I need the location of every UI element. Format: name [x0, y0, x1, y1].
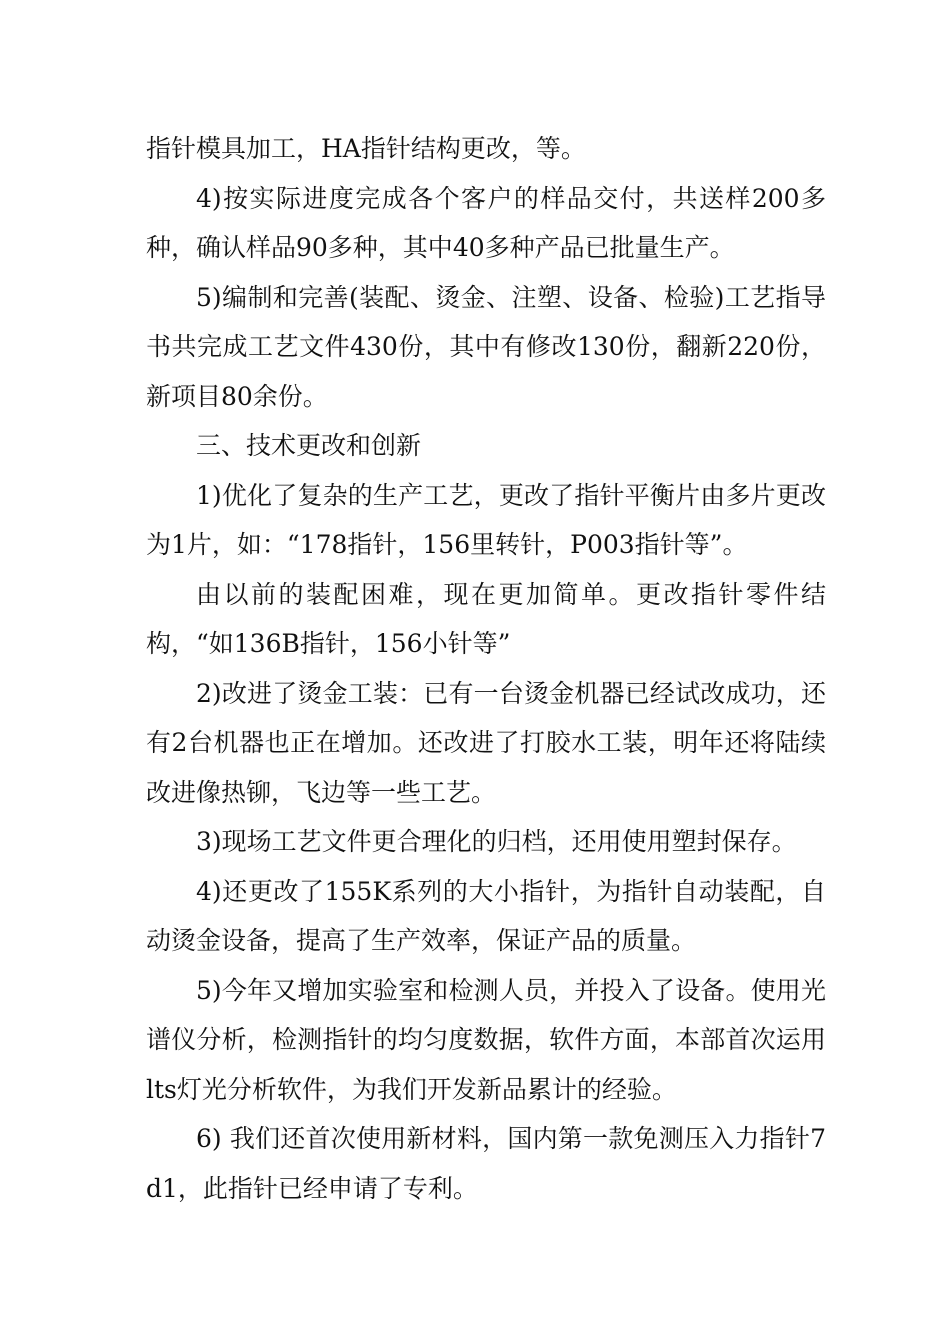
paragraph-continuation: 指针模具加工，HA指针结构更改，等。 — [146, 134, 586, 163]
paragraph-assembly-simplified: 由以前的装配困难，现在更加简单。更改指针零件结构，“如136B指针，156小针等” — [146, 579, 826, 658]
paragraph-process-documents: 5)编制和完善(装配、烫金、注塑、设备、检验)工艺指导书共完成工艺文件430份，其中有修改130份，翻新220份，新项目80余份。 — [146, 282, 826, 411]
paragraph-sample-delivery: 4)按实际进度完成各个客户的样品交付，共送样200多种，确认样品90多种，其中40多种产品已批量生产。 — [146, 183, 826, 262]
paragraph-155k-pointers: 4)还更改了155K系列的大小指针，为指针自动装配，自动烫金设备，提高了生产效率，保证产品的质量。 — [146, 876, 826, 955]
document-body — [146, 124, 826, 1213]
paragraph-document-archiving: 3)现场工艺文件更合理化的归档，还用使用塑封保存。 — [196, 827, 797, 856]
section-heading-tech-innovation: 三、技术更改和创新 — [196, 431, 422, 460]
paragraph-hot-stamping-fixture: 2)改进了烫金工装：已有一台烫金机器已经试改成功，还有2台机器也正在增加。还改进了打胶水工装，明年还将陆续改进像热铆，飞边等一些工艺。 — [146, 678, 826, 807]
paragraph-process-optimization: 1)优化了复杂的生产工艺，更改了指针平衡片由多片更改为1片，如：“178指针，156里转针，P003指针等”。 — [146, 480, 826, 559]
paragraph-laboratory: 5)今年又增加实验室和检测人员，并投入了设备。使用光谱仪分析，检测指针的均匀度数据，软件方面，本部首次运用lts灯光分析软件，为我们开发新品累计的经验。 — [146, 975, 826, 1104]
paragraph-new-material-patent: 6) 我们还首次使用新材料，国内第一款免测压入力指针7d1，此指针已经申请了专利。 — [146, 1124, 826, 1203]
